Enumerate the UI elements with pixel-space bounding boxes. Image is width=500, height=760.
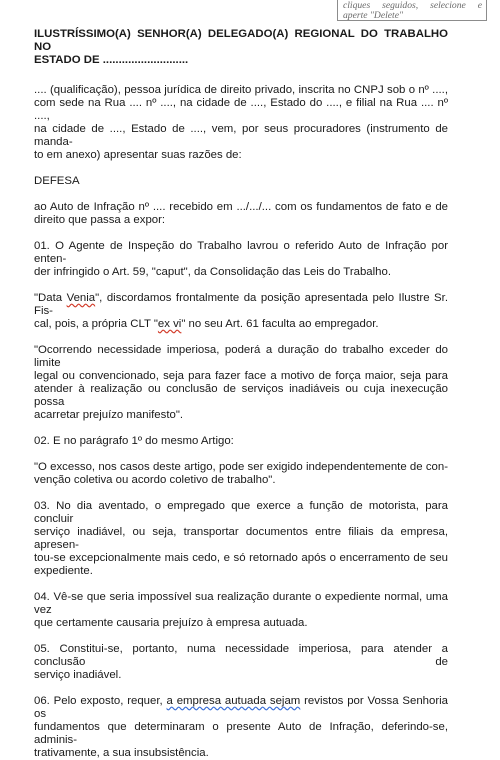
text-line: tou-se excepcionalmente mais cedo, e só retornado após o encerramento de seu [34, 552, 448, 564]
text-line: der infringido o Art. 59, "caput", da Consolidação das Leis do Trabalho. [34, 266, 391, 278]
text-fragment: " no seu Art. 61 faculta ao empregador. [181, 318, 379, 330]
text-line: to em anexo) apresentar suas razões de: [34, 149, 242, 161]
text-line: fundamentos que determinaram o presente Auto de Infração, deferindo-se, adminis- [34, 721, 448, 746]
spellcheck-word[interactable]: Venia [66, 292, 96, 304]
heading-line: ILUSTRÍSSIMO(A) SENHOR(A) DELEGADO(A) REGIONAL DO TRABALHO NO [34, 28, 448, 53]
paragraph-06 [34, 695, 448, 760]
text-line [34, 292, 448, 318]
grammar-check-phrase[interactable]: a empresa autuada sejam [166, 695, 301, 707]
text-line [34, 318, 448, 331]
paragraph-02 [34, 435, 448, 448]
text-line: direito que passa a expor: [34, 214, 166, 226]
text-line: atender à realização ou conclusão de serviços inadiáveis ou cuja inexecução possa [34, 383, 448, 408]
text-fragment: revistos por Vossa Senhoria os [34, 695, 448, 720]
text-fragment: ", discordamos frontalmente da posição apresentada pelo Ilustre Sr. Fis- [34, 292, 448, 317]
text-line: 05. Constitui-se, portanto, numa necessidade imperiosa, para atender a conclusão de [34, 643, 448, 668]
note-line: aperte "Delete" [343, 10, 403, 21]
text-fragment: "Data [34, 292, 67, 304]
heading-line: ESTADO DE ........................... [34, 54, 189, 66]
text-line: 01. O Agente de Inspeção do Trabalho lavrou o referido Auto de Infração por enten- [34, 240, 448, 265]
paragraph-05 [34, 643, 448, 682]
text-line: acarretar prejuízo manifesto". [34, 409, 184, 421]
text-line [34, 695, 448, 721]
defesa-title [34, 175, 448, 188]
text-line: "Ocorrendo necessidade imperiosa, poderá a duração do trabalho exceder do limite [34, 344, 448, 369]
text-line: que certamente causaria prejuízo à empresa autuada. [34, 617, 308, 629]
text-line: na cidade de ...., Estado de ...., vem, por seus procuradores (instrumento de manda- [34, 123, 448, 148]
text-fragment: 06. Pelo exposto, requer, [34, 695, 167, 707]
intro-paragraph [34, 84, 448, 162]
text-line: ao Auto de Infração nº .... recebido em .../.../... com os fundamentos de fato e de [34, 201, 448, 213]
text-line: DEFESA [34, 175, 80, 187]
text-line: expediente. [34, 565, 93, 577]
instruction-note [337, 0, 487, 21]
text-line: com sede na Rua .... nº ...., na cidade de ...., Estado do ...., e filial na Rua .... nº ...., [34, 97, 448, 122]
text-line: .... (qualificação), pessoa jurídica de direito privado, inscrita no CNPJ sob o nº ...., [34, 84, 448, 96]
text-line: 04. Vê-se que seria impossível sua realização durante o expediente normal, uma vez [34, 591, 448, 616]
spellcheck-word[interactable]: ex vi [157, 318, 182, 330]
quote-paragraph-1 [34, 344, 448, 422]
note-line: cliques seguidos, selecione e [343, 0, 482, 11]
document-body[interactable] [34, 28, 448, 760]
paragraph-04 [34, 591, 448, 630]
venia-paragraph [34, 292, 448, 331]
text-line: "O excesso, nos casos deste artigo, pode ser exigido independentemente de con- [34, 461, 448, 473]
auto-paragraph [34, 201, 448, 227]
paragraph-03 [34, 500, 448, 578]
text-line: venção coletiva ou acordo coletivo de trabalho". [34, 474, 276, 486]
document-heading [34, 28, 448, 67]
text-line: serviço inadiável. [34, 669, 122, 681]
paragraph-01 [34, 240, 448, 279]
text-line: legal ou convencionado, seja para fazer face a motivo de força maior, seja para [34, 370, 448, 382]
quote-paragraph-2 [34, 461, 448, 487]
text-line: trativamente, a sua insubsistência. [34, 747, 209, 759]
text-line: 02. E no parágrafo 1º do mesmo Artigo: [34, 435, 234, 447]
text-fragment: cal, pois, a própria CLT " [34, 318, 158, 330]
text-line: serviço inadiável, ou seja, transportar documentos entre filiais da empresa, apresen- [34, 526, 448, 551]
text-line: 03. No dia aventado, o empregado que exerce a função de motorista, para concluir [34, 500, 448, 525]
